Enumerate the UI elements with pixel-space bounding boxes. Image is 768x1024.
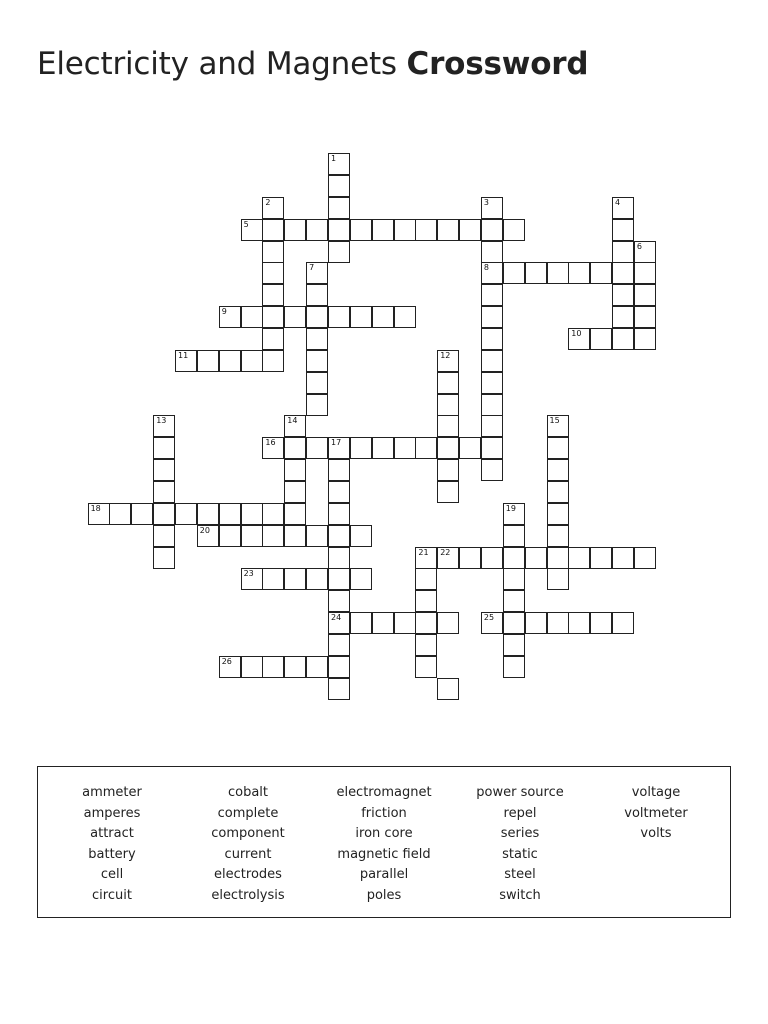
crossword-cell[interactable] — [503, 219, 525, 241]
crossword-cell[interactable] — [568, 547, 590, 569]
clue-number: 17 — [331, 438, 342, 448]
word-bank-item: cell — [100, 867, 124, 883]
crossword-cell[interactable] — [612, 262, 634, 284]
crossword-cell[interactable] — [284, 525, 306, 547]
crossword-cell[interactable] — [634, 241, 656, 263]
crossword-cell[interactable] — [328, 459, 350, 481]
crossword-cell[interactable] — [88, 503, 110, 525]
title-main: Electricity and Magnets — [37, 46, 397, 82]
clue-number: 4 — [615, 197, 621, 207]
crossword-cell[interactable] — [284, 481, 306, 503]
word-bank — [37, 766, 731, 918]
crossword-cell[interactable] — [612, 306, 634, 328]
crossword-cell[interactable] — [634, 262, 656, 284]
word-bank-item: voltage — [631, 785, 681, 800]
crossword-cell[interactable] — [328, 175, 350, 197]
crossword-cell[interactable] — [197, 350, 219, 372]
clue-number: 11 — [178, 350, 189, 360]
clue-number: 14 — [287, 416, 298, 426]
crossword-cell[interactable] — [284, 306, 306, 328]
crossword-cell[interactable] — [241, 568, 263, 590]
word-bank-item: cobalt — [227, 785, 269, 800]
crossword-cell[interactable] — [459, 547, 481, 569]
clue-number: 18 — [90, 503, 101, 513]
clue-number: 26 — [221, 656, 232, 666]
word-bank-item: component — [211, 826, 285, 842]
crossword-cell[interactable] — [262, 306, 284, 328]
crossword-cell[interactable] — [437, 219, 459, 241]
crossword-cell[interactable] — [284, 568, 306, 590]
crossword-cell[interactable] — [284, 503, 306, 525]
crossword-cell[interactable] — [306, 350, 328, 372]
crossword-cell[interactable] — [612, 284, 634, 306]
crossword-cell[interactable] — [481, 197, 503, 219]
crossword-cell[interactable] — [284, 459, 306, 481]
crossword-cell[interactable] — [306, 219, 328, 241]
crossword-cell[interactable] — [262, 656, 284, 678]
crossword-cell[interactable] — [328, 153, 350, 175]
crossword-cell[interactable] — [503, 568, 525, 590]
crossword-cell[interactable] — [612, 328, 634, 350]
crossword-cell[interactable] — [350, 568, 372, 590]
crossword-cell[interactable] — [328, 197, 350, 219]
crossword-cell[interactable] — [481, 372, 503, 394]
clue-number: 19 — [505, 503, 516, 513]
crossword-cell[interactable] — [262, 437, 284, 459]
crossword-cell[interactable] — [197, 503, 219, 525]
crossword-cell[interactable] — [153, 503, 175, 525]
crossword-cell[interactable] — [241, 219, 263, 241]
crossword-cell[interactable] — [590, 328, 612, 350]
crossword-cell[interactable] — [437, 612, 459, 634]
crossword-cell[interactable] — [437, 394, 459, 416]
crossword-cell[interactable] — [306, 262, 328, 284]
crossword-cell[interactable] — [153, 481, 175, 503]
word-bank-column — [586, 783, 726, 845]
word-bank-item: magnetic field — [337, 846, 431, 862]
crossword-cell[interactable] — [262, 503, 284, 525]
crossword-cell[interactable] — [284, 219, 306, 241]
crossword-cell[interactable] — [503, 612, 525, 634]
crossword-cell[interactable] — [415, 634, 437, 656]
crossword-cell[interactable] — [481, 219, 503, 241]
crossword-cell[interactable] — [481, 306, 503, 328]
crossword-cell[interactable] — [481, 284, 503, 306]
crossword-cell[interactable] — [394, 437, 416, 459]
crossword-cell[interactable] — [568, 262, 590, 284]
crossword-cell[interactable] — [262, 525, 284, 547]
clue-number: 25 — [483, 613, 495, 622]
crossword-cell[interactable] — [525, 262, 547, 284]
clue-number: 23 — [243, 569, 254, 579]
crossword-cell[interactable] — [153, 437, 175, 459]
crossword-cell[interactable] — [372, 219, 394, 241]
word-bank-item: battery — [88, 846, 136, 862]
crossword-cell[interactable] — [415, 612, 437, 634]
crossword-cell[interactable] — [481, 612, 503, 634]
word-bank-item: amperes — [83, 805, 141, 821]
crossword-cell[interactable] — [437, 350, 459, 372]
crossword-cell[interactable] — [415, 590, 437, 612]
word-bank-item: attract — [90, 826, 134, 842]
crossword-cell[interactable] — [481, 459, 503, 481]
crossword-cell[interactable] — [219, 656, 241, 678]
crossword-cell[interactable] — [547, 503, 569, 525]
crossword-cell[interactable] — [612, 241, 634, 263]
crossword-cell[interactable] — [590, 262, 612, 284]
crossword-cell[interactable] — [153, 525, 175, 547]
crossword-cell[interactable] — [328, 481, 350, 503]
crossword-cell[interactable] — [590, 547, 612, 569]
crossword-cell[interactable] — [634, 306, 656, 328]
clue-number: 20 — [199, 525, 210, 535]
crossword-cell[interactable] — [328, 503, 350, 525]
crossword-cell[interactable] — [328, 678, 350, 700]
clue-number: 1 — [331, 154, 337, 164]
crossword-cell[interactable] — [437, 678, 459, 700]
crossword-cell[interactable] — [350, 612, 372, 634]
crossword-cell[interactable] — [153, 415, 175, 437]
crossword-cell[interactable] — [437, 481, 459, 503]
crossword-cell[interactable] — [175, 503, 197, 525]
crossword-cell[interactable] — [328, 656, 350, 678]
clue-number: 8 — [483, 263, 489, 273]
crossword-cell[interactable] — [262, 262, 284, 284]
crossword-cell[interactable] — [306, 656, 328, 678]
clue-number: 21 — [418, 547, 429, 557]
crossword-cell[interactable] — [547, 525, 569, 547]
crossword-cell[interactable] — [481, 394, 503, 416]
crossword-cell[interactable] — [241, 503, 263, 525]
crossword-cell[interactable] — [481, 415, 503, 437]
word-bank-item: voltmeter — [624, 805, 688, 821]
clue-number: 12 — [440, 350, 451, 360]
crossword-cell[interactable] — [372, 612, 394, 634]
clue-number: 2 — [265, 197, 271, 207]
crossword-cell[interactable] — [350, 306, 372, 328]
crossword-cell[interactable] — [415, 547, 437, 569]
crossword-cell[interactable] — [547, 568, 569, 590]
word-bank-item: switch — [499, 887, 541, 903]
crossword-cell[interactable] — [394, 612, 416, 634]
crossword-cell[interactable] — [328, 634, 350, 656]
crossword-cell[interactable] — [284, 415, 306, 437]
crossword-cell[interactable] — [481, 547, 503, 569]
crossword-cell[interactable] — [437, 372, 459, 394]
crossword-cell[interactable] — [219, 306, 241, 328]
crossword-cell[interactable] — [612, 197, 634, 219]
crossword-cell[interactable] — [284, 437, 306, 459]
crossword-cell[interactable] — [547, 459, 569, 481]
word-bank-item: volts — [640, 826, 672, 842]
clue-number: 16 — [265, 438, 276, 448]
crossword-cell[interactable] — [306, 525, 328, 547]
crossword-cell[interactable] — [306, 306, 328, 328]
word-bank-item: circuit — [92, 887, 132, 903]
crossword-cell[interactable] — [262, 284, 284, 306]
word-bank-item: electromagnet — [336, 785, 432, 800]
crossword-cell[interactable] — [372, 306, 394, 328]
word-bank-item: parallel — [359, 867, 409, 883]
crossword-cell[interactable] — [262, 350, 284, 372]
crossword-cell[interactable] — [481, 437, 503, 459]
crossword-cell[interactable] — [437, 437, 459, 459]
crossword-cell[interactable] — [306, 394, 328, 416]
clue-number: 7 — [309, 263, 315, 273]
crossword-cell[interactable] — [459, 437, 481, 459]
word-bank-column — [450, 783, 590, 907]
word-bank-column — [314, 783, 454, 907]
crossword-cell[interactable] — [547, 547, 569, 569]
crossword-cell[interactable] — [481, 241, 503, 263]
crossword-cell[interactable] — [503, 634, 525, 656]
crossword-cell[interactable] — [503, 547, 525, 569]
crossword-cell[interactable] — [525, 547, 547, 569]
crossword-cell[interactable] — [328, 612, 350, 634]
crossword-cell[interactable] — [328, 219, 350, 241]
word-bank-item: electrolysis — [211, 887, 285, 903]
crossword-cell[interactable] — [328, 437, 350, 459]
crossword-cell[interactable] — [459, 219, 481, 241]
clue-number: 6 — [636, 241, 642, 251]
crossword-cell[interactable] — [503, 503, 525, 525]
crossword-cell[interactable] — [525, 612, 547, 634]
crossword-cell[interactable] — [415, 437, 437, 459]
word-bank-item: iron core — [355, 826, 413, 842]
word-bank-item: friction — [361, 805, 407, 821]
word-bank-item: series — [500, 826, 540, 842]
crossword-cell[interactable] — [634, 284, 656, 306]
clue-number: 9 — [221, 307, 227, 317]
crossword-cell[interactable] — [262, 197, 284, 219]
crossword-cell[interactable] — [328, 547, 350, 569]
crossword-cell[interactable] — [634, 328, 656, 350]
crossword-cell[interactable] — [547, 437, 569, 459]
crossword-cell[interactable] — [415, 219, 437, 241]
clue-number: 10 — [571, 329, 582, 338]
crossword-cell[interactable] — [350, 525, 372, 547]
crossword-cell[interactable] — [481, 262, 503, 284]
crossword-cell[interactable] — [328, 525, 350, 547]
crossword-cell[interactable] — [437, 415, 459, 437]
crossword-cell[interactable] — [153, 547, 175, 569]
crossword-cell[interactable] — [612, 219, 634, 241]
crossword-cell[interactable] — [612, 612, 634, 634]
crossword-cell[interactable] — [547, 262, 569, 284]
crossword-cell[interactable] — [328, 568, 350, 590]
clue-number: 3 — [483, 197, 489, 207]
crossword-cell[interactable] — [328, 590, 350, 612]
crossword-cell[interactable] — [547, 612, 569, 634]
crossword-cell[interactable] — [241, 350, 263, 372]
crossword-cell[interactable] — [350, 437, 372, 459]
crossword-cell[interactable] — [219, 525, 241, 547]
crossword-cell[interactable] — [372, 437, 394, 459]
clue-number: 15 — [549, 416, 560, 426]
crossword-cell[interactable] — [547, 481, 569, 503]
crossword-cell[interactable] — [481, 350, 503, 372]
crossword-cell[interactable] — [306, 328, 328, 350]
crossword-cell[interactable] — [131, 503, 153, 525]
crossword-cell[interactable] — [481, 328, 503, 350]
crossword-cell[interactable] — [394, 306, 416, 328]
word-bank-item: electrodes — [214, 867, 282, 883]
word-bank-item: repel — [503, 805, 537, 821]
word-bank-item: steel — [504, 867, 536, 883]
crossword-cell[interactable] — [568, 328, 590, 350]
crossword-cell[interactable] — [306, 284, 328, 306]
crossword-cell[interactable] — [306, 568, 328, 590]
crossword-cell[interactable] — [503, 590, 525, 612]
word-bank-item: poles — [366, 887, 402, 903]
crossword-cell[interactable] — [197, 525, 219, 547]
crossword-cell[interactable] — [634, 547, 656, 569]
word-bank-column — [42, 783, 182, 907]
crossword-cell[interactable] — [437, 547, 459, 569]
crossword-cell[interactable] — [109, 503, 131, 525]
crossword-cell[interactable] — [175, 350, 197, 372]
crossword-cell[interactable] — [262, 241, 284, 263]
word-bank-item: power source — [476, 785, 564, 800]
word-bank-item: current — [224, 846, 272, 862]
crossword-cell[interactable] — [284, 656, 306, 678]
crossword-cell[interactable] — [262, 328, 284, 350]
crossword-cell[interactable] — [241, 525, 263, 547]
crossword-cell[interactable] — [306, 437, 328, 459]
crossword-cell[interactable] — [153, 459, 175, 481]
crossword-cell[interactable] — [328, 306, 350, 328]
crossword-cell[interactable] — [503, 262, 525, 284]
crossword-cell[interactable] — [503, 525, 525, 547]
crossword-cell[interactable] — [350, 219, 372, 241]
crossword-cell[interactable] — [241, 656, 263, 678]
clue-number: 5 — [243, 219, 249, 229]
crossword-cell[interactable] — [328, 241, 350, 263]
crossword-cell[interactable] — [241, 306, 263, 328]
crossword-cell[interactable] — [394, 219, 416, 241]
word-bank-column — [178, 783, 318, 907]
clue-number: 24 — [331, 613, 342, 622]
clue-number: 13 — [156, 416, 167, 426]
word-bank-item: ammeter — [82, 785, 142, 800]
crossword-cell[interactable] — [612, 547, 634, 569]
word-bank-item: static — [502, 846, 538, 862]
crossword-cell[interactable] — [219, 350, 241, 372]
crossword-cell[interactable] — [306, 372, 328, 394]
crossword-cell[interactable] — [547, 415, 569, 437]
crossword-cell[interactable] — [415, 568, 437, 590]
crossword-cell[interactable] — [262, 568, 284, 590]
title-bold: Crossword — [406, 46, 589, 82]
crossword-cell[interactable] — [590, 612, 612, 634]
crossword-cell[interactable] — [415, 656, 437, 678]
word-bank-item: complete — [217, 805, 279, 821]
crossword-cell[interactable] — [219, 503, 241, 525]
clue-number: 22 — [440, 547, 451, 557]
crossword-cell[interactable] — [503, 656, 525, 678]
crossword-cell[interactable] — [568, 612, 590, 634]
crossword-cell[interactable] — [437, 459, 459, 481]
crossword-cell[interactable] — [262, 219, 284, 241]
